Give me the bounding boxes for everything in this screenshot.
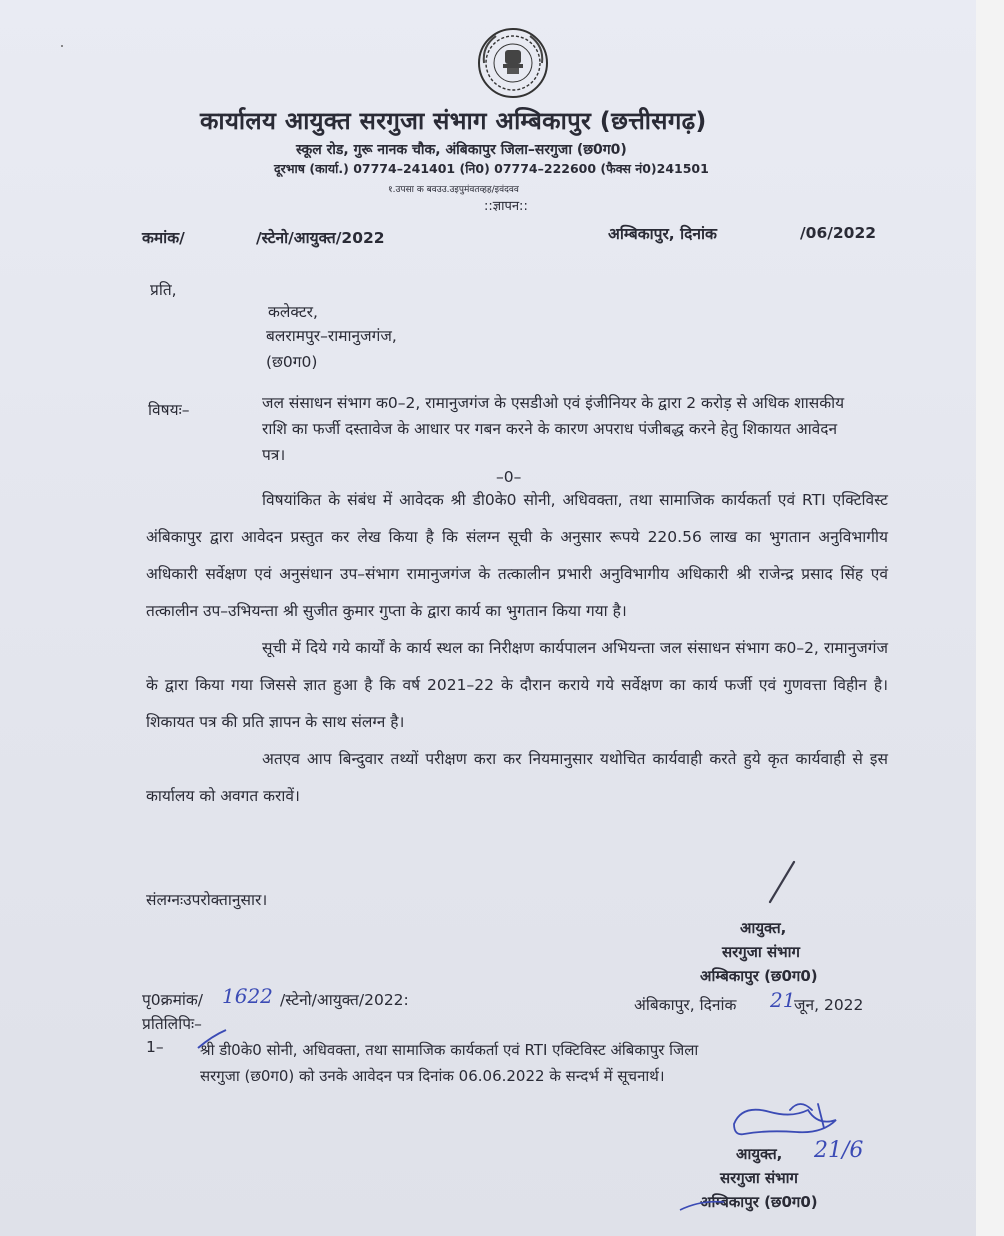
signature-1-place: अम्बिकापुर (छ0ग0) [700,967,818,985]
office-title: कार्यालय आयुक्त सरगुजा संभाग अम्बिकापुर (छत्तीसगढ़) [200,107,707,135]
reference-number: /स्टेनो/आयुक्त/2022 [256,229,385,247]
office-email-line: १.उपसा क बवउउ.उइपुमंवतव्हह/इवंदवव [388,185,519,195]
subject-label: विषयः– [148,401,190,419]
reference-prefix: कमांक/ [142,229,185,247]
signature-1-division: सरगुजा संभाग [722,943,800,961]
enclosure-line: संलग्नःउपरोक्तानुसार। [146,891,268,909]
recipient-line-2: बलरामपुर–रामानुजगंज, [266,327,397,345]
recipient-line-1: कलेक्टर, [268,303,318,321]
endorsement-place-label: अंबिकापुर, दिनांक [634,996,737,1014]
signature-2-division: सरगुजा संभाग [720,1169,798,1187]
subject-text: जल संसाधन संभाग क0–2, रामानुजगंज के एसडीओ एवं इंजीनियर के द्वारा 2 करोड़ से अधिक शासकीय राशि का फर्जी दस्तावेज के आधार पर गबन करने के कारण अपराध पंजीबद्ध करने हेतु शिकायत आवेदन पत्र। [262,394,845,464]
body-paragraph-2: सूची में दिये गये कार्यों के कार्य स्थल का निरीक्षण कार्यपालन अभियन्ता जल संसाधन संभाग क0–2, रामानुजगंज के द्वारा किया गया जिससे ज्ञात हुआ है कि वर्ष 2021–22 के दौरान कराये गये सर्वेक्षण का कार्य फर्जी एवं गुणवत्ता विहीन है। शिकायत पत्र की प्रति ज्ञापन के साथ संलग्न है। [146,639,888,731]
body-paragraph-3: अतएव आप बिन्दुवार तथ्यों परीक्षण करा कर नियमानुसार यथोचित कार्यवाही करते हुये कृत कार्यवाही से इस कार्यालय को अवगत करावें। [146,750,888,805]
signature-scribble [734,1104,836,1134]
memo-label: ::ज्ञापन:: [484,199,528,214]
signature-1-designation: आयुक्त, [740,919,787,937]
government-emblem-icon [476,26,550,100]
subject-separator: –0– [496,468,522,486]
handwritten-day: 21 [770,988,796,1012]
copy-item-line-2: सरगुजा (छ0ग0) को उनके आवेदन पत्र दिनांक 06.06.2022 के सन्दर्भ में सूचनार्थ। [200,1067,665,1085]
copy-item-line-1: श्री डी0के0 सोनी, अधिवक्ता, तथा सामाजिक कार्यकर्ता एवं RTI एक्टिविस्ट अंबिकापुर जिला [200,1041,699,1059]
copy-to-label: प्रतिलिपिः– [142,1015,202,1033]
recipient-line-3: (छ0ग0) [266,353,318,371]
prati-label: प्रति, [150,281,177,299]
handwritten-dispatch-number: 1622 [222,984,273,1008]
endorsement-suffix: /स्टेनो/आयुक्त/2022: [280,991,409,1009]
endorsement-month-year: जून, 2022 [794,996,864,1014]
letter-body [146,482,888,815]
copy-item-number: 1– [146,1038,164,1056]
signature-2-place: अम्बिकापुर (छ0ग0) [700,1193,818,1211]
reference-date: /06/2022 [800,224,877,242]
office-address: स्कूल रोड, गुरू नानक चौक, अंबिकापुर जिला–सरगुजा (छ0ग0) [296,142,627,158]
initial-stroke-mark [770,862,794,902]
page-margin-strip [976,0,1004,1236]
reference-place-date-label: अम्बिकापुर, दिनांक [608,225,717,243]
body-paragraph-1: विषयांकित के संबंध में आवेदक श्री डी0के0 सोनी, अधिवक्ता, तथा सामाजिक कार्यकर्ता एवं RTI एक्टिविस्ट अंबिकापुर द्वारा आवेदन प्रस्तुत कर लेख किया है कि संलग्न सूची के अनुसार रूपये 220.56 लाख का भुगतान अनुविभागीय अधिकारी सर्वेक्षण एवं अनुसंधान उप–संभाग रामानुजगंज के तत्कालीन प्रभारी अनुविभागीय अधिकारी श्री राजेन्द्र प्रसाद सिंह एवं तत्कालीन उप–उभियन्ता श्री सुजीत कुमार गुप्ता के द्वारा कार्य का भुगतान किया गया है। [146,491,888,620]
endorsement-prefix: पृ0क्रमांक/ [142,991,203,1009]
handwritten-sign-date: 21/6 [814,1138,864,1163]
signature-2-designation: आयुक्त, [736,1145,783,1163]
office-phone: दूरभाष (कार्या.) 07774–241401 (नि0) 07774–222600 (फैक्स नं0)241501 [274,161,709,176]
